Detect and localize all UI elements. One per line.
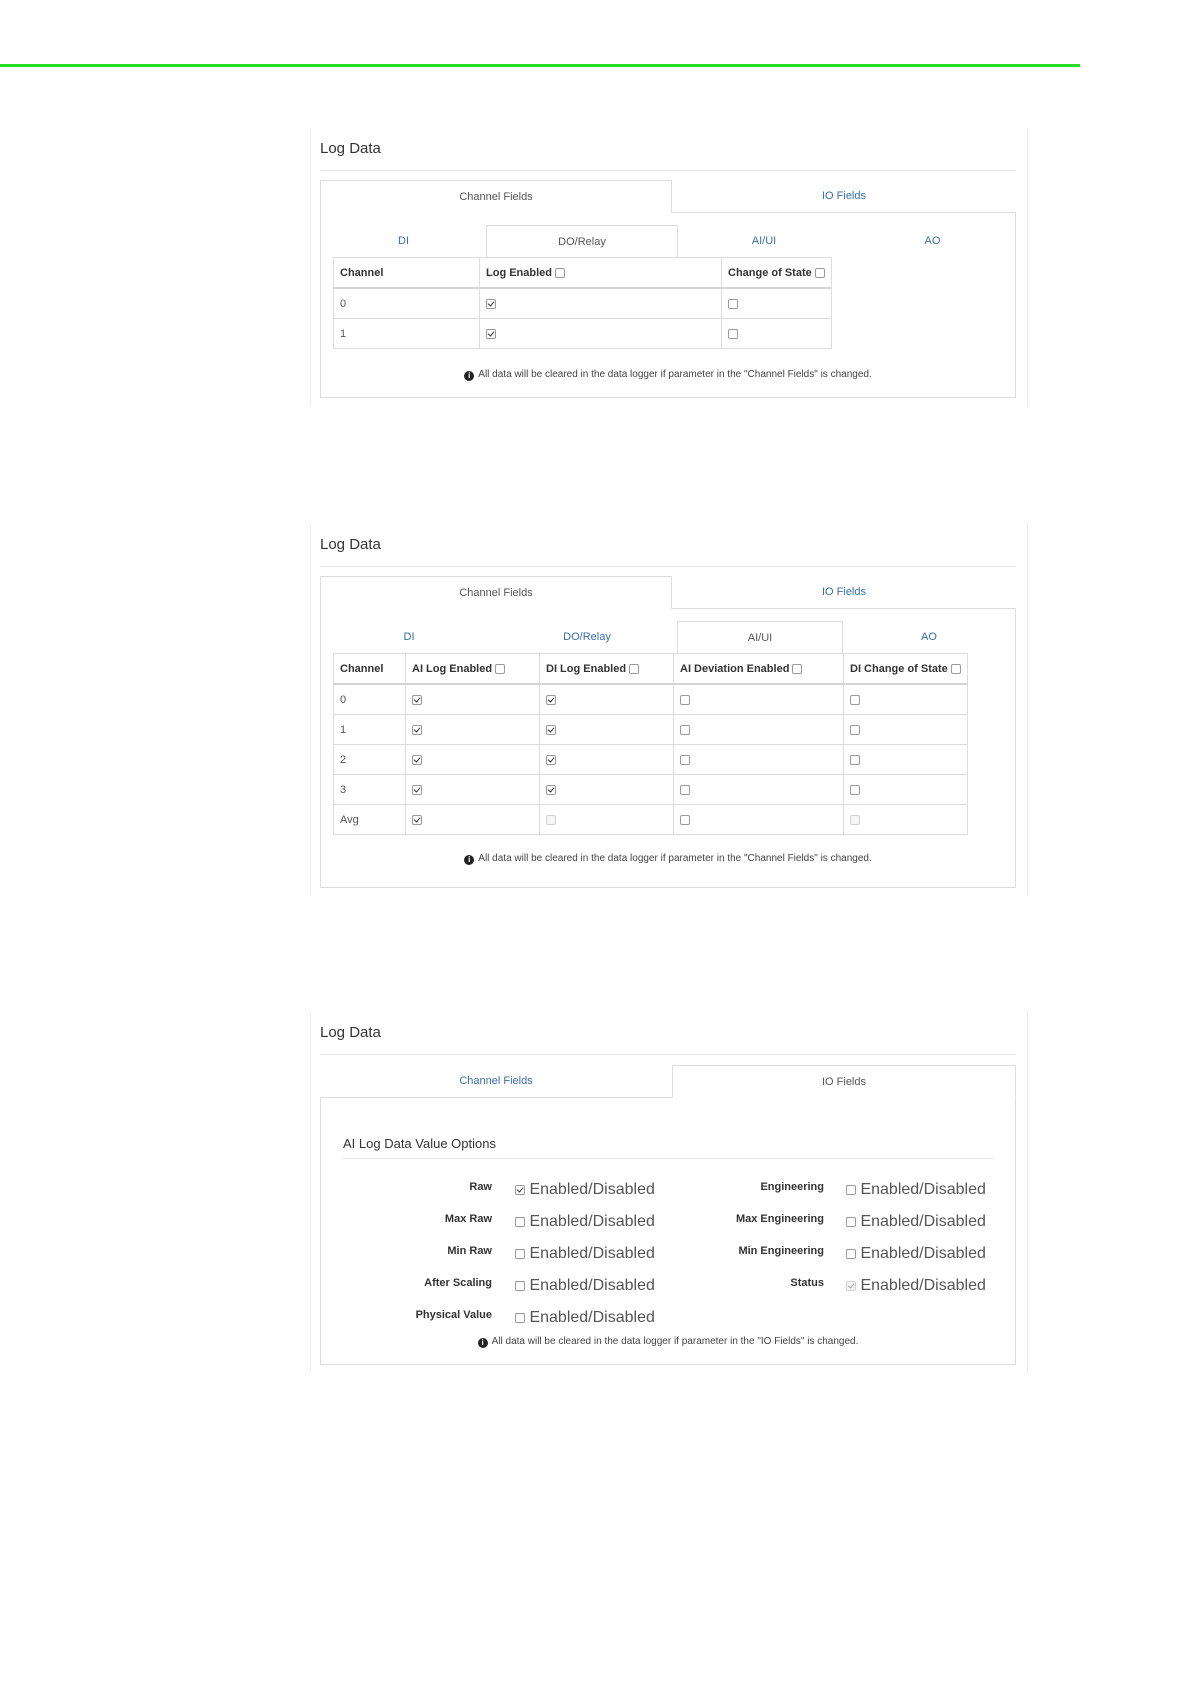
ai-deviation-checkbox[interactable] <box>680 785 690 795</box>
subtab-ao[interactable]: AO <box>921 631 937 643</box>
column-header-channel: Channel <box>334 258 480 289</box>
tab-io-fields[interactable]: IO Fields <box>821 190 866 202</box>
main-tabs <box>320 1065 1016 1098</box>
subtab-ao[interactable]: AO <box>924 235 941 247</box>
ai-deviation-checkbox[interactable] <box>680 725 690 735</box>
di-log-checkbox[interactable] <box>546 695 556 705</box>
sub-tabs <box>321 621 1015 653</box>
tab-io-fields[interactable]: IO Fields <box>821 586 866 598</box>
main-tabs <box>320 576 1016 609</box>
select-all-ai-deviation-checkbox[interactable] <box>792 664 802 674</box>
subtab-di[interactable]: DI <box>398 235 409 247</box>
channel-cell: 2 <box>334 745 406 775</box>
column-header-di-log-enabled: DI Log Enabled <box>540 654 674 685</box>
subtab-ai-ui[interactable]: AI/UI <box>677 621 843 653</box>
channel-cell: 0 <box>334 288 480 319</box>
select-all-di-change-of-state-checkbox[interactable] <box>951 664 961 674</box>
info-icon: i <box>464 855 474 865</box>
option-after-scaling: After Scaling <box>424 1277 492 1289</box>
di-change-of-state-checkbox[interactable] <box>850 755 860 765</box>
column-header-log-enabled: Log Enabled <box>480 258 722 289</box>
select-all-di-log-checkbox[interactable] <box>629 664 639 674</box>
select-all-change-of-state-checkbox[interactable] <box>815 268 825 278</box>
max-engineering-checkbox[interactable] <box>846 1217 856 1227</box>
di-log-checkbox-disabled <box>546 815 556 825</box>
select-all-log-enabled-checkbox[interactable] <box>555 268 565 278</box>
info-icon: i <box>478 1338 488 1348</box>
main-tabs <box>320 180 1016 213</box>
option-max-engineering: Max Engineering <box>735 1213 824 1225</box>
table-row <box>334 715 968 745</box>
di-change-of-state-checkbox[interactable] <box>850 725 860 735</box>
ai-deviation-checkbox[interactable] <box>680 755 690 765</box>
column-header-ai-deviation-enabled: AI Deviation Enabled <box>674 654 844 685</box>
warning-note: i All data will be cleared in the data logger if parameter in the "Channel Fields" is changed. <box>321 853 1015 865</box>
table-row <box>334 288 832 319</box>
engineering-checkbox[interactable] <box>846 1185 856 1195</box>
physical-value-checkbox[interactable] <box>515 1313 525 1323</box>
di-log-checkbox[interactable] <box>546 725 556 735</box>
ai-deviation-checkbox[interactable] <box>680 695 690 705</box>
channel-fields-body <box>320 609 1016 888</box>
sub-tabs <box>321 225 1015 257</box>
column-header-change-of-state: Change of State <box>722 258 832 289</box>
tab-channel-fields[interactable]: Channel Fields <box>320 180 672 213</box>
ai-log-checkbox[interactable] <box>412 785 422 795</box>
ai-log-checkbox[interactable] <box>412 725 422 735</box>
log-data-panel-ai-ui <box>310 524 1028 896</box>
channel-cell: 0 <box>334 684 406 715</box>
option-raw: Raw <box>469 1181 492 1193</box>
ai-log-checkbox[interactable] <box>412 695 422 705</box>
header-accent-line <box>0 64 1080 67</box>
info-icon: i <box>464 371 474 381</box>
option-min-engineering: Min Engineering <box>738 1245 824 1257</box>
subtab-do-relay[interactable]: DO/Relay <box>486 225 678 257</box>
di-log-checkbox[interactable] <box>546 755 556 765</box>
di-change-of-state-checkbox[interactable] <box>850 695 860 705</box>
option-physical-value: Physical Value <box>415 1309 492 1321</box>
channel-fields-body <box>320 213 1016 398</box>
ai-log-checkbox[interactable] <box>412 815 422 825</box>
table-row <box>334 319 832 349</box>
channel-cell: 1 <box>334 715 406 745</box>
status-checkbox-disabled <box>846 1281 856 1291</box>
ai-log-checkbox[interactable] <box>412 755 422 765</box>
channel-cell: 1 <box>334 319 480 349</box>
column-header-channel: Channel <box>334 654 406 685</box>
channel-table <box>333 653 968 835</box>
tab-io-fields[interactable]: IO Fields <box>672 1065 1016 1098</box>
option-max-raw: Max Raw <box>444 1213 492 1225</box>
tab-channel-fields[interactable]: Channel Fields <box>320 576 672 609</box>
subtab-do-relay[interactable]: DO/Relay <box>563 631 611 643</box>
select-all-ai-log-checkbox[interactable] <box>495 664 505 674</box>
di-change-of-state-checkbox[interactable] <box>850 785 860 795</box>
di-change-of-state-checkbox-disabled <box>850 815 860 825</box>
table-row <box>334 775 968 805</box>
channel-table <box>333 257 832 349</box>
table-row <box>334 745 968 775</box>
channel-cell: 3 <box>334 775 406 805</box>
option-status: Status <box>790 1277 824 1289</box>
tab-channel-fields[interactable]: Channel Fields <box>459 1075 533 1087</box>
column-header-ai-log-enabled: AI Log Enabled <box>406 654 540 685</box>
panel-title: Log Data <box>320 140 381 157</box>
subtab-di[interactable]: DI <box>403 631 415 643</box>
panel-title: Log Data <box>320 536 381 553</box>
table-row <box>334 684 968 715</box>
log-data-panel-io-fields <box>310 1012 1028 1372</box>
di-log-checkbox[interactable] <box>546 785 556 795</box>
min-engineering-checkbox[interactable] <box>846 1249 856 1259</box>
log-enabled-checkbox[interactable] <box>486 329 496 339</box>
subtab-ai-ui[interactable]: AI/UI <box>751 235 777 247</box>
channel-cell: Avg <box>334 805 406 835</box>
option-min-raw: Min Raw <box>447 1245 492 1257</box>
table-row <box>334 805 968 835</box>
column-header-di-change-of-state: DI Change of State <box>844 654 968 685</box>
warning-note: i All data will be cleared in the data logger if parameter in the "Channel Fields" is changed. <box>321 369 1015 381</box>
io-fields-body: AI Log Data Value Options Raw Enabled/Disabled Max Raw Enabled/Disabled Min Raw Enabled/Disabled After Scaling Enabled/Disabled Physical Value Enabled/Disabled Engineering Enabled/Disabled Max Engineering Enabled/Disabled Min Engineering Enabled/Disabled Status Enabled/Disabled i All data will be cleared in the data logger if parameter in the "IO Fields" is changed. <box>320 1098 1016 1365</box>
log-data-panel-do-relay <box>310 128 1028 406</box>
section-title: AI Log Data Value Options <box>343 1136 496 1151</box>
change-of-state-checkbox[interactable] <box>728 299 738 309</box>
change-of-state-checkbox[interactable] <box>728 329 738 339</box>
panel-title: Log Data <box>320 1024 381 1041</box>
ai-deviation-checkbox[interactable] <box>680 815 690 825</box>
log-enabled-checkbox[interactable] <box>486 299 496 309</box>
warning-note: i All data will be cleared in the data logger if parameter in the "IO Fields" is changed. <box>321 1336 1015 1348</box>
option-engineering: Engineering <box>760 1181 824 1193</box>
